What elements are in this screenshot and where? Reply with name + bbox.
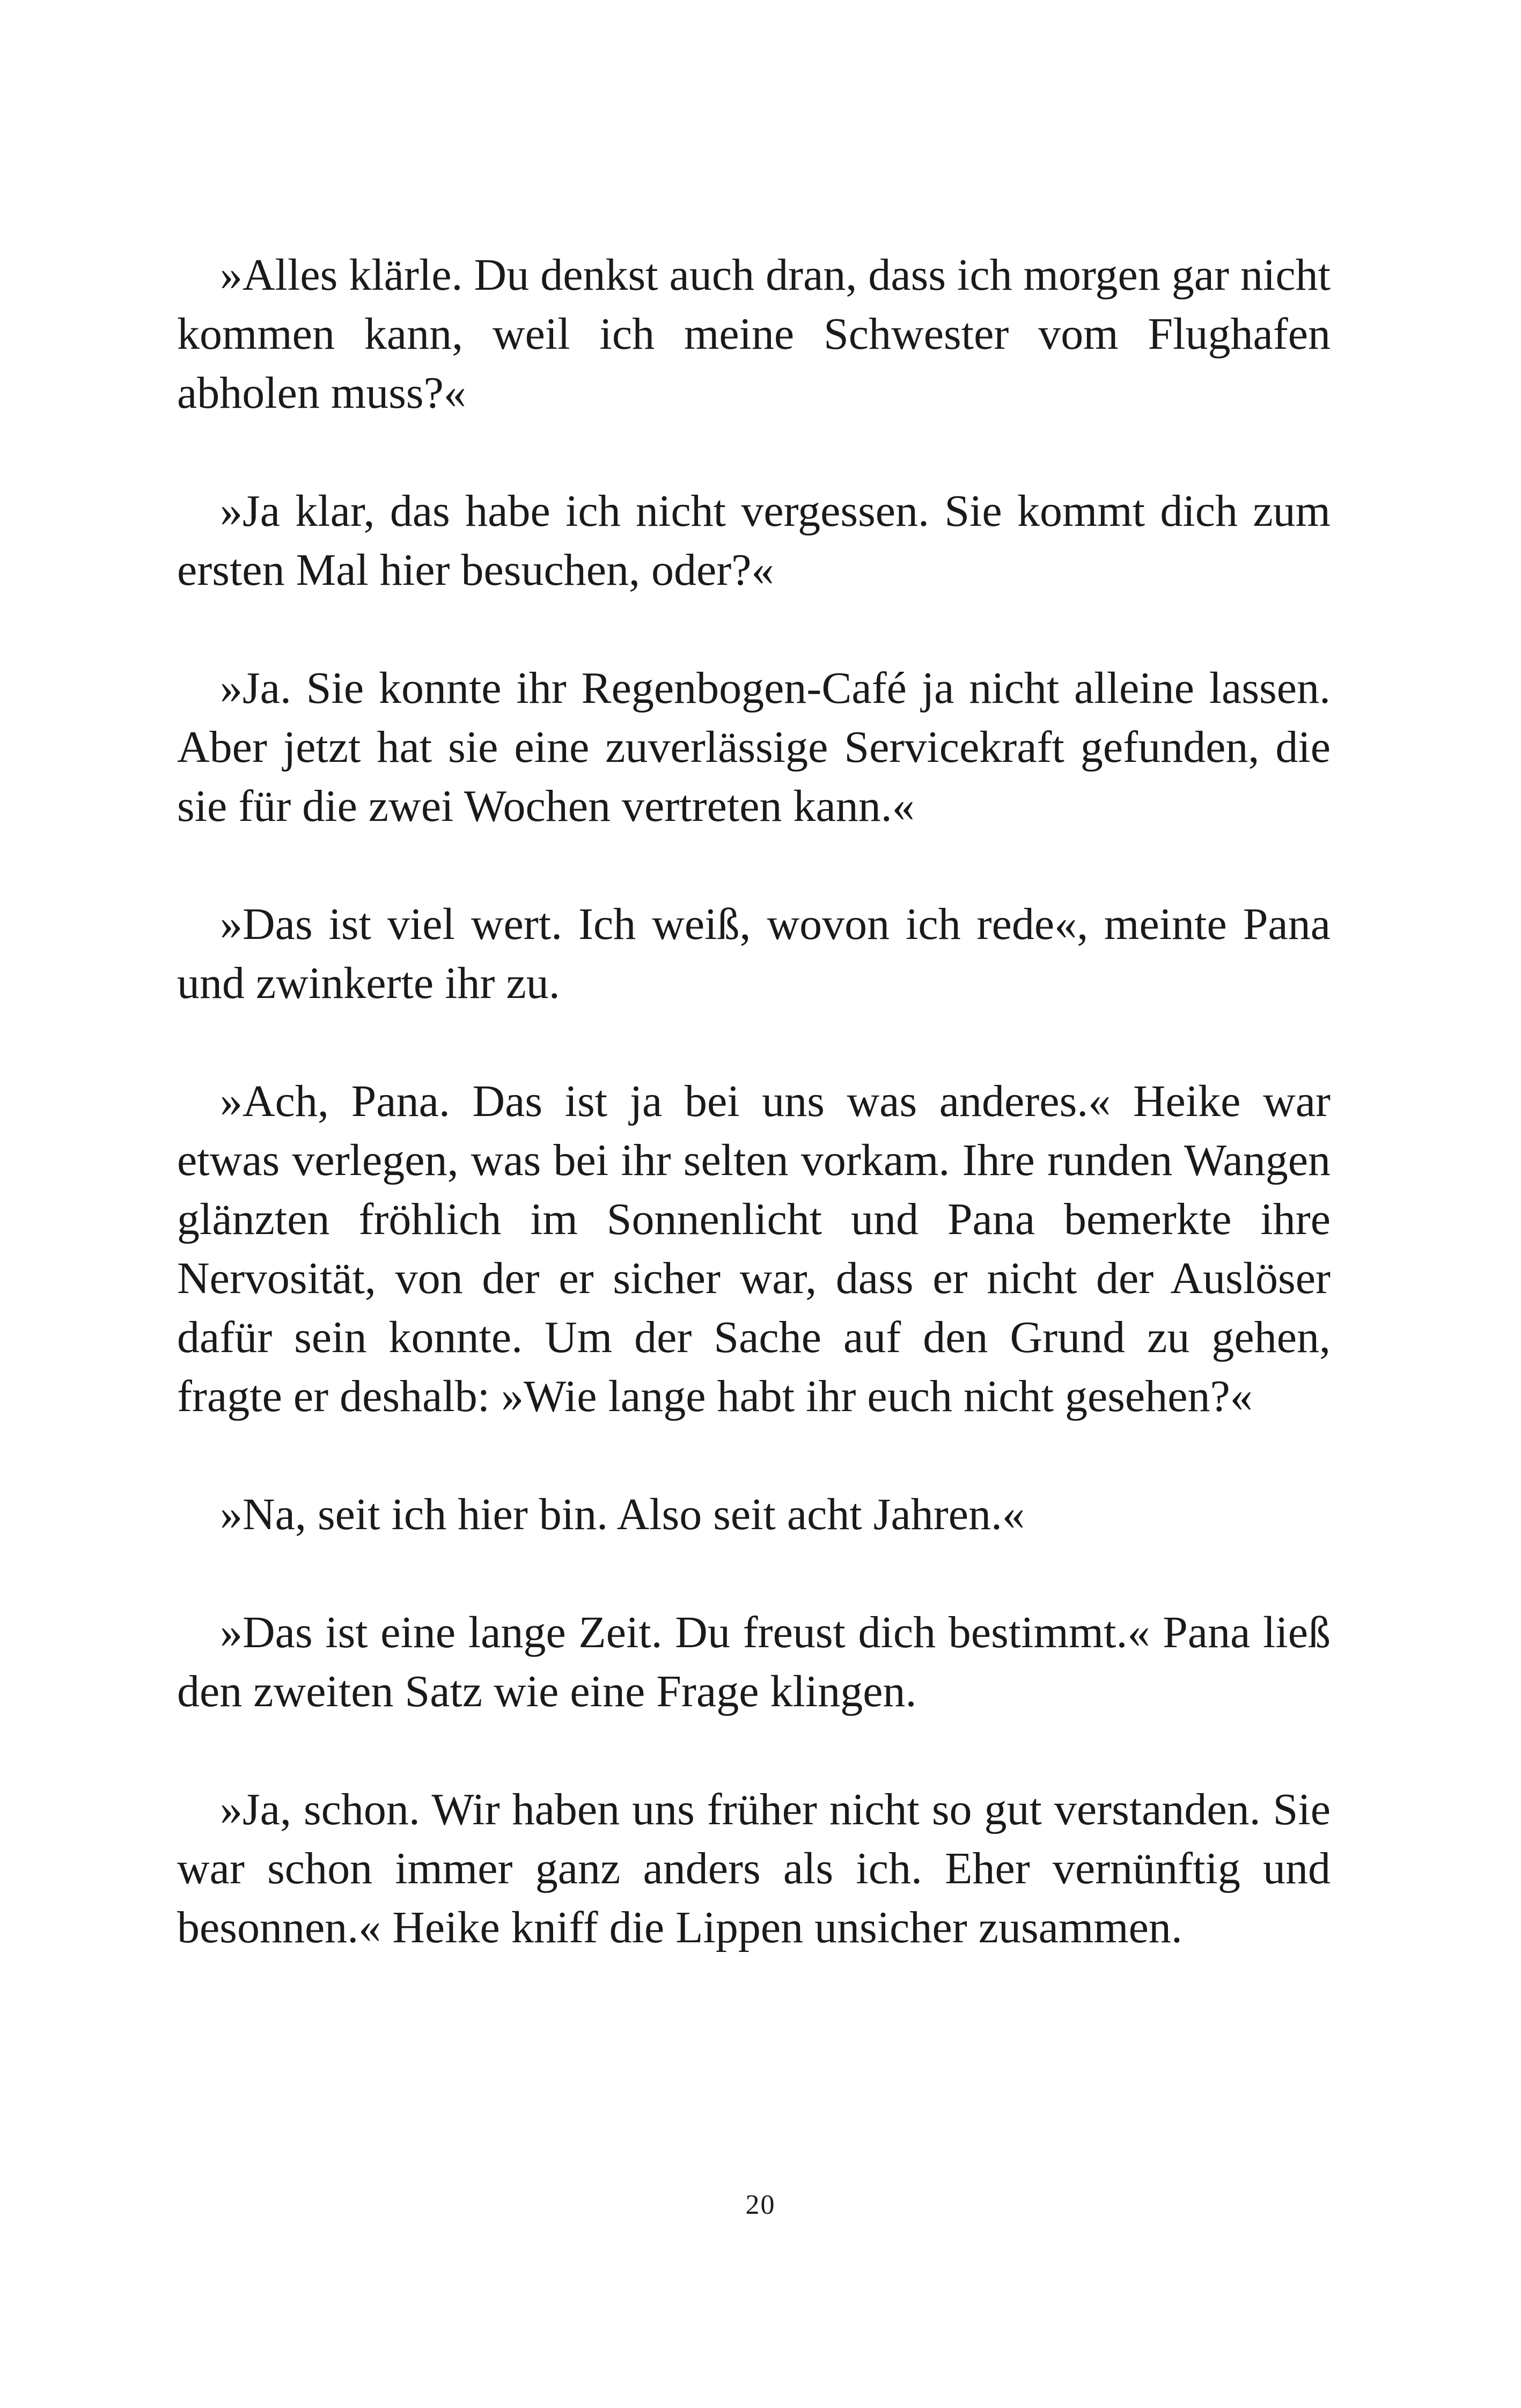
paragraph: »Ja, schon. Wir haben uns früher nicht so gut verstanden. Sie war schon immer ganz anders als ich. Eher vernünftig und besonnen.« Heike kniff die Lippen unsicher zusammen. — [177, 1785, 1331, 1952]
paragraph: »Na, seit ich hier bin. Also seit acht Jahren.« — [220, 1489, 1025, 1539]
page-number: 20 — [745, 2190, 776, 2220]
paragraph: »Das ist viel wert. Ich weiß, wovon ich rede«, meinte Pana und zwinkerte ihr zu. — [177, 899, 1331, 1008]
paragraph: »Alles klärle. Du denkst auch dran, dass ich morgen gar nicht kommen kann, weil ich meine Schwester vom Flughafen abholen muss?« — [177, 250, 1331, 418]
body-text — [177, 246, 1331, 1957]
paragraph: »Ach, Pana. Das ist ja bei uns was anderes.« Heike war etwas verlegen, was bei ihr selten vorkam. Ihre runden Wangen glänzten fröhlich im Sonnenlicht und Pana bemerkte ihre Nervosität, von der er sicher war, dass er nicht der Auslöser dafür sein konnte. Um der Sache auf den Grund zu gehen, fragte er deshalb: »Wie lange habt ihr euch nicht gesehen?« — [177, 1076, 1331, 1421]
paragraph: »Ja. Sie konnte ihr Regenbogen-Café ja nicht alleine lassen. Aber jetzt hat sie eine zuverlässige Servicekraft gefunden, die sie für die zwei Wochen vertreten kann.« — [177, 663, 1331, 831]
paragraph: »Ja klar, das habe ich nicht vergessen. Sie kommt dich zum ersten Mal hier besuchen, oder?« — [177, 486, 1331, 595]
paragraph: »Das ist eine lange Zeit. Du freust dich bestimmt.« Pana ließ den zweiten Satz wie eine Frage klingen. — [177, 1607, 1331, 1716]
